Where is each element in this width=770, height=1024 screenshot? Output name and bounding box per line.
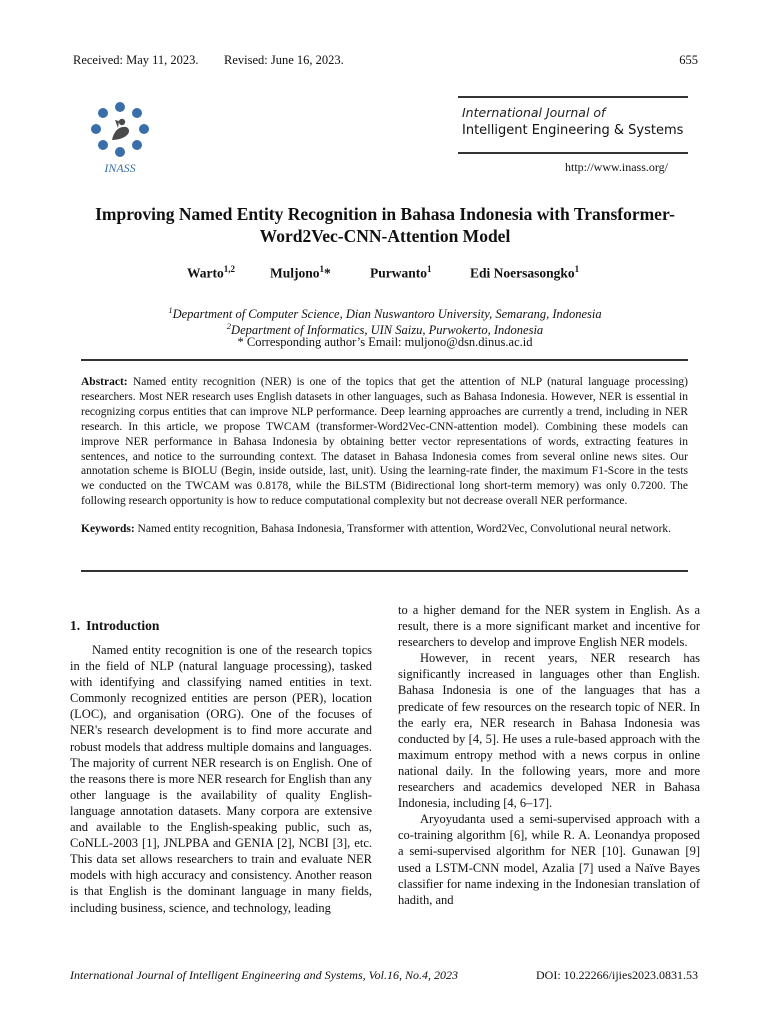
inass-logo-icon bbox=[88, 100, 152, 180]
logo-text: INASS bbox=[104, 161, 136, 175]
affiliation-sup: 2 bbox=[226, 321, 232, 331]
paragraph: to a higher demand for the NER system in English. As a result, there is a more significant market and incentive for researchers to develop and improve English NER models. bbox=[398, 603, 700, 650]
keywords bbox=[81, 522, 688, 537]
paragraph: However, in recent years, NER research has significantly increased in languages other than English. Bahasa Indonesia is one of the languages that has a predicate of few resources on the research topic of NER. In the early era, NER research in Bahasa Indonesia was conducted by [4, 5]. He uses a rule-based approach with the maximum entropy method with a news corpus in online national daily. In the following years, more and more researchers and academics developed NER in Bahasa Indonesia, including [4, 6–17]. bbox=[398, 651, 700, 811]
section-title: Introduction bbox=[86, 618, 160, 633]
author-sup: 1,2 bbox=[223, 264, 235, 274]
keywords-label: Keywords: bbox=[81, 523, 135, 535]
journal-name-line2: Intelligent Engineering & Systems bbox=[462, 123, 684, 138]
footer-journal: International Journal of Intelligent Engineering and Systems, Vol.16, No.4, 2023 bbox=[70, 968, 458, 982]
author-sup: 1 bbox=[319, 264, 325, 274]
author-name: Muljono bbox=[270, 265, 320, 281]
corresponding-author: * Corresponding author’s Email: muljono@dsn.dinus.ac.id bbox=[237, 335, 533, 349]
footer-doi[interactable]: DOI: 10.22266/ijies2023.0831.53 bbox=[536, 968, 698, 982]
received-date: Received: May 11, 2023. bbox=[73, 53, 199, 67]
body-column-left bbox=[70, 642, 372, 916]
affiliation-text: Department of Informatics, UIN Saizu, Purwokerto, Indonesia bbox=[231, 323, 544, 338]
paper-title: Improving Named Entity Recognition in Bahasa Indonesia with Transformer-Word2Vec-CNN-Attention Model bbox=[95, 204, 675, 246]
author-2 bbox=[270, 264, 331, 282]
abstract-label: Abstract: bbox=[81, 376, 128, 388]
author-3 bbox=[370, 264, 432, 282]
affiliation-sup: 1 bbox=[168, 305, 173, 315]
keywords-text: Named entity recognition, Bahasa Indonesia, Transformer with attention, Word2Vec, Convolutional neural network. bbox=[137, 523, 672, 535]
paragraph: Aryoyudanta used a semi-supervised approach with a co-training algorithm [6], while R. A. Leonandya proposed a semi-supervised algorithm for NER [10]. Gunawan [9] used a LSTM-CNN model, Azalia [7] used a Naïve Bayes classifier for name indexing in the Indonesian translation of hadith, and bbox=[398, 812, 700, 907]
section-heading bbox=[70, 618, 159, 634]
affiliation-text: Department of Computer Science, Dian Nuswantoro University, Semarang, Indonesia bbox=[172, 307, 602, 322]
author-name: Purwanto bbox=[370, 265, 427, 281]
author-name: Warto bbox=[187, 265, 224, 281]
abstract bbox=[81, 375, 688, 509]
journal-name-line1: International Journal of bbox=[462, 105, 606, 120]
abstract-text: Named entity recognition (NER) is one of the topics that get the attention of NLP (natural language processing) researchers. Most NER research uses English datasets in other languages, such as Bahasa Indonesia. However, NER is essential in recognizing corpus entities that can improve NLP performance. Deep learning approaches are currently a trend, including in NER research. In this article, we propose TWCAM (transformer-Word2Vec-CNN-attention model). Combining these models can improve NER performance in Bahasa Indonesia by obtaining better vector representations of words, extracting features in sentences, and notice to the surrounding context. The dataset in Bahasa Indonesia comes from several online news sites. Our annotation scheme is BIOLU (Begin, inside outside, last, unit). Using the learning-rate finder, the maximum F1-Score in the tests we conducted on the TWCAM was 0.8178, while the BiLSTM (Bidirectional long short-term memory) was only 0.7200. The following research opportunity is how to reduce computational complexity but not decrease overall NER performance. bbox=[81, 376, 689, 508]
section-number: 1. bbox=[70, 618, 81, 633]
author-name: Edi Noersasongko bbox=[470, 265, 575, 281]
author-sup: 1 bbox=[574, 264, 580, 274]
revised-date: Revised: June 16, 2023. bbox=[224, 53, 344, 67]
inass-logo bbox=[88, 100, 152, 180]
body-column-right bbox=[398, 602, 700, 908]
page-number: 655 bbox=[679, 53, 698, 67]
author-1 bbox=[187, 264, 235, 282]
divider-top bbox=[81, 359, 688, 361]
author-sup: 1 bbox=[427, 264, 432, 274]
paragraph: Named entity recognition is one of the research topics in the field of NLP (natural language processing), tasked with identifying and classifying named entities in text. Commonly recognized entities are person (PER), location (LOC), and organisation (ORG). One of the focuses of NER's research development is to find more accurate and robust models that address multiple domains and languages. The majority of current NER research is on English. One of the reasons there is more NER research for English than any other language is the availability of quality English-language annotation datasets. Many corpora are extensive and available to the English-speaking public, such as, CoNLL-2003 [1], JNLPBA and GENIA [2], NCBI [3], etc. This data set allows researchers to train and evaluate NER models with high accuracy and consistency. Another reason is that English is the dominant language in many fields, including business, science, and technology, leading bbox=[70, 643, 372, 915]
author-4 bbox=[470, 264, 579, 282]
corresponding-mark: * bbox=[324, 265, 331, 281]
journal-url[interactable]: http://www.inass.org/ bbox=[564, 160, 668, 174]
divider-bottom bbox=[81, 570, 688, 572]
